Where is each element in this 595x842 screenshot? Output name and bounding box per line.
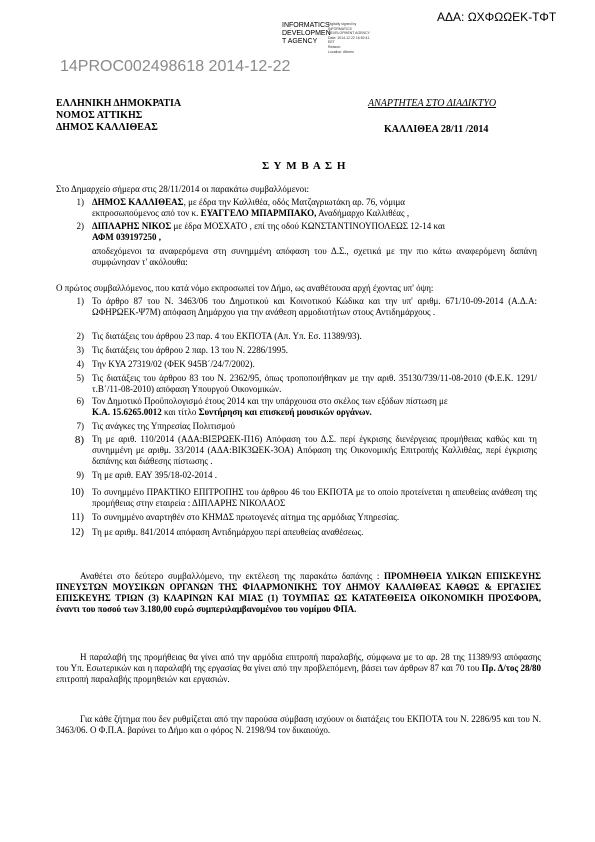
assignment-subject: ΠΡΟΜΗΘΕΙΑ ΥΛΙΚΩΝ ΕΠΙΣΚΕΥΗΣ ΠΝΕΥΣΤΩΝ ΜΟΥΣΙΚΩΝ ΟΡΓΑΝΩΝ ΤΗΣ ΦΙΛΑΡΜΟΝΙΚΗΣ ΤΟΥ ΔΗΜΟΥ ΚΑΛΛΙΘΕΑΣ ΚΑΘΩΣ & ΕΡΓΑΣΙΕΣ ΕΠΙΣΚΕΥΗΣ ΤΡΙΩΝ (3) ΚΛΑΡΙΝΩΝ ΚΑΙ ΜΙΑΣ (1) ΤΟΥΜΠΑΣ ΩΣ ΚΑΤΑΤΕΘΕΙΣΑ ΟΙΚΟΝΟΜΙΚΗ ΠΡΟΣΦΟΡΑ,: [56, 571, 542, 603]
stamp-org-line: DEVELOPMEN: [282, 30, 331, 37]
party-2-details: με έδρα ΜΟΣΧΑΤΟ , επί της οδού ΚΩΝΣΤΑΝΤΙΝΟΥΠΟΛΕΩΣ 12-14 και: [171, 221, 446, 231]
signature-stamp: [282, 22, 402, 62]
receipt-decree: Πρ. Δ/τος 28/80: [481, 663, 541, 673]
header-prefecture: ΝΟΜΟΣ ΑΤΤΙΚΗΣ: [56, 110, 143, 121]
party-number: 1): [76, 197, 84, 207]
considerations-item: Το συνημμένο αναρτηθέν στο ΚΗΜΔΣ πρωτογενές αίτημα της αρμόδιας Υπηρεσίας.: [92, 512, 400, 522]
party-2-afm: ΑΦΜ 039197250 ,: [92, 232, 162, 242]
final-paragraph: Για κάθε ζήτημα που δεν ρυθμίζεται από την παρούσα σύμβαση ισχύουν οι διατάξεις του ΕΚΠΟΤΑ του Ν. 2286/95 και του Ν. 3463/06. Ο Φ.Π.Α. βαρύνει το Δήμο και ο φόρος Ν. 2198/94 τον δικαιούχο.: [56, 714, 541, 735]
item-number: 4): [76, 359, 84, 369]
considerations-item: Τη με αριθ. 110/2014 (ΑΔΑ:ΒΙΞΡΩΕΚ-Π16) Απόφαση του Δ.Σ. περί έγκρισης διενέργειας προμήθειας καθώς και τη συνημμένη με αριθμ. 33/2014 (ΑΔΑ:ΒΙΚ3ΩΕΚ-3ΟΑ) Απόφαση της Οικονομικής Επιτροπής Καλλιθέας, περί έγκρισης δαπάνης και διάθεσης πίστωσης .: [92, 434, 537, 466]
item-number: 5): [76, 373, 84, 383]
header-country: ΕΛΛΗΝΙΚΗ ΔΗΜΟΚΡΑΤΙΑ: [56, 98, 182, 109]
stamp-detail-line: DEVELOPMENT AGENCY: [328, 31, 370, 36]
ada-code: ΑΔΑ: ΩΧΦΩΩΕΚ-ΤΦΤ: [437, 10, 557, 24]
assignment-paragraph: [56, 571, 541, 615]
party-2: [92, 221, 537, 243]
considerations-item: Τις διατάξεις του άρθρου 2 παρ. 13 του Ν. 2286/1995.: [92, 345, 289, 355]
considerations-item: Τις διατάξεις του άρθρου 23 παρ. 4 του ΕΚΠΟΤΑ (Απ. Υπ. Εσ. 11389/93).: [92, 331, 362, 341]
item-number: 1): [76, 296, 84, 306]
stamp-detail-line: INFORMATICS: [328, 26, 352, 31]
receipt-text: Η παραλαβή της προμήθειας θα γίνει από την αρμόδια επιτροπή παραλαβής, σύμφωνα με το αρ. 28 της 11389/93 απόφασης του Υπ. Εσωτερικών και η παραλαβή της εργασίας θα γίνει από την προβλεπόμενη, βάσει των άρθρων 87 και 70 του: [56, 652, 541, 673]
assignment-amount: έναντι του ποσού των 3.180,00 ευρώ συμπεριλαμβανομένου του νομίμου ΦΠΑ.: [56, 604, 357, 614]
stamp-details: [328, 22, 370, 54]
item-number: 7): [76, 421, 84, 431]
item-6-text: Τον Δημοτικό Προϋπολογισμό έτους 2014 και την υπάρχουσα στο σκέλος των εξόδων πίστωση με: [92, 396, 448, 406]
considerations-item: Τις ανάγκες της Υπηρεσίας Πολιτισμού: [92, 421, 235, 431]
stamp-detail-line: Reason:: [328, 44, 342, 49]
receipt-paragraph: [56, 652, 541, 685]
item-6-budget-code: Κ.Α. 15.6265.0012: [92, 407, 162, 417]
party-2-name: ΔΙΠΛΑΡΗΣ ΝΙΚΟΣ: [92, 221, 172, 231]
stamp-org-line: INFORMATICS: [282, 22, 330, 29]
assignment-intro: Αναθέτει στο δεύτερο συμβαλλόμενο, την εκτέλεση της παρακάτω δαπάνης :: [80, 571, 384, 581]
item-number: 10): [70, 487, 84, 498]
stamp-detail-line: Digitally signed by: [328, 22, 357, 26]
party-number: 2): [76, 221, 84, 231]
item-6-title-intro: και τίτλο: [161, 407, 199, 417]
item-number: 2): [76, 331, 84, 341]
header-date: ΚΑΛΛΙΘΕΑ 28/11 /2014: [384, 124, 489, 135]
party-1-rep-role: Αναδήμαρχο Καλλιθέας ,: [316, 208, 410, 218]
stamp-detail-line: EET: [328, 40, 335, 45]
item-number: 8): [74, 434, 84, 446]
item-number: 6): [76, 396, 84, 406]
item-number: 12): [70, 527, 84, 538]
party-1-rep-name: ΕΥΑΓΓΕΛΟ ΜΠΑΡΜΠΑΚΟ,: [200, 208, 317, 218]
header-publish-note: ΑΝΑΡΤΗΤΕΑ ΣΤΟ ΔΙΑΔΙΚΤΥΟ: [368, 98, 497, 109]
item-6-title: Συντήρηση και επισκευή μουσικών οργάνων.: [198, 407, 372, 417]
watermark-number: 14PROC002498618 2014-12-22: [60, 58, 291, 75]
considerations-item: [92, 396, 537, 418]
considerations-item: Τη με αριθ. ΕΑΥ 395/18-02-2014 .: [92, 470, 217, 480]
item-number: 11): [71, 512, 84, 523]
item-number: 3): [76, 345, 84, 355]
parties-agreement: αποδεχόμενοι τα αναφερόμενα στη συνημμένη απόφαση του Δ.Σ., σχετικά με την πιο κάτω αναφερόμενη δαπάνη συμφώνησαν τ' ακόλουθα:: [92, 246, 537, 267]
stamp-detail-line: Location: Athens: [328, 49, 354, 54]
considerations-item: Τις διατάξεις του άρθρου 83 του Ν. 2362/95, όπως τροποποιήθηκαν με την αριθ. 35130/739/11-08-2010 (Φ.Ε.Κ. 1291/τ.Β΄/11-08-2010) απόφαση Υπουργού Οικονομικών.: [92, 373, 537, 394]
first-party-paragraph: Ο πρώτος συμβαλλόμενος, που κατά νόμο εκπροσωπεί τον Δήμο, ως αναθέτουσα αρχή έχοντας υπ' όψη:: [56, 283, 434, 293]
party-1-rep-intro: εκπροσωπούμενος από τον κ.: [92, 208, 199, 218]
considerations-item: Το συνημμένο ΠΡΑΚΤΙΚΟ ΕΠΙΤΡΟΠΗΣ του άρθρου 46 του ΕΚΠΟΤΑ με το οποίο προτείνεται η απευθείας ανάθεση της προμήθειας στην εταιρεία : ΔΙΠΛΑΡΗΣ ΝΙΚΟΛΑΟΣ: [92, 487, 537, 508]
header-municipality: ΔΗΜΟΣ ΚΑΛΛΙΘΕΑΣ: [56, 122, 158, 133]
page-title: Σ Υ Μ Β Α Σ Η: [262, 160, 347, 172]
intro-text: Στο Δημαρχείο σήμερα στις 28/11/2014 οι παρακάτω συμβαλλόμενοι:: [56, 184, 310, 194]
party-1: [92, 197, 537, 219]
party-1-details: , με έδρα την Καλλιθέα, οδός Ματζαγριωτάκη αρ. 76, νόμιμα: [183, 197, 405, 207]
considerations-item: Τη με αριθμ. 841/2014 απόφαση Αντιδημάρχου περί απευθείας αναθέσεως.: [92, 527, 364, 537]
header-left: [56, 98, 181, 134]
considerations-item: Την ΚΥΑ 27319/02 (ΦΕΚ 945Β΄/24/7/2002).: [92, 359, 255, 369]
stamp-detail-line: Date: 2014.12.22 16:52:41: [328, 35, 370, 40]
considerations-item: Το άρθρο 87 του Ν. 3463/06 του Δημοτικού και Κοινοτικού Κώδικα και την υπ' αριθμ. 671/10-09-2014 (Α.Δ.Α: ΩΦΗΡΩΕΚ-Ψ7Μ) απόφαση Δημάρχου για την ανάθεση αρμοδιοτήτων στους Αντιδημάρχους .: [92, 296, 537, 317]
item-number: 9): [76, 470, 84, 480]
stamp-org-line: T AGENCY: [282, 38, 318, 45]
party-1-name: ΔΗΜΟΣ ΚΑΛΛΙΘΕΑΣ: [92, 197, 184, 207]
receipt-text-end: επιτροπή παραλαβής προμηθειών και εργασιών.: [56, 674, 230, 684]
